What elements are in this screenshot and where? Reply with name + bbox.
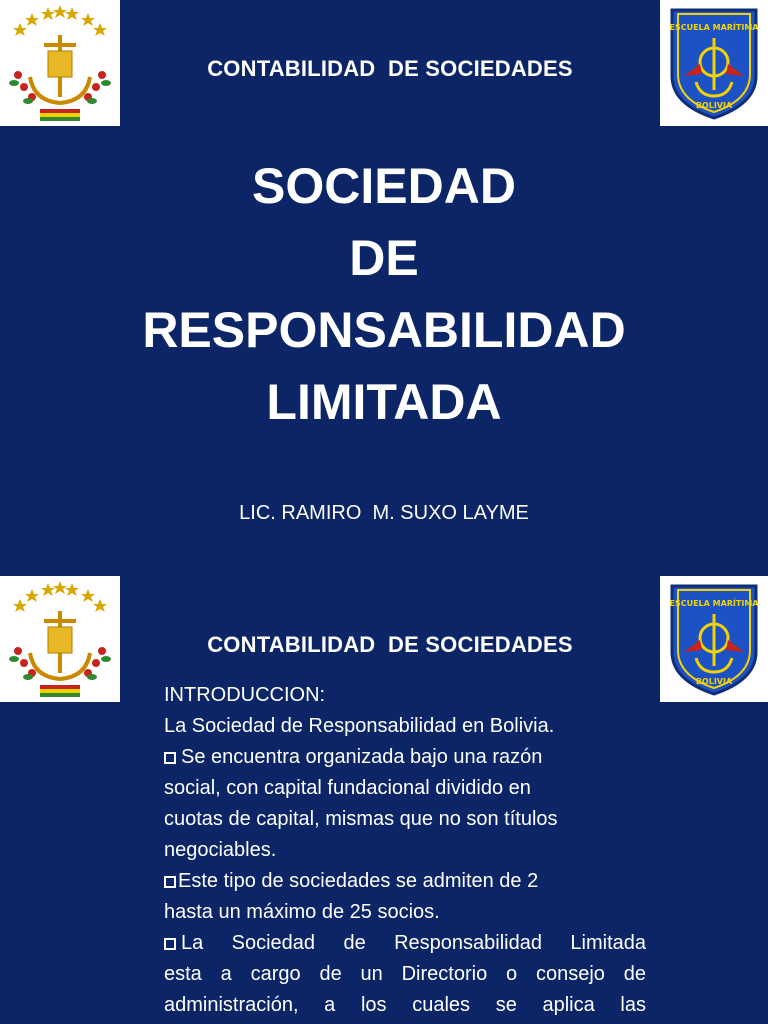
title-line: LIMITADA (266, 374, 502, 430)
body-text (164, 680, 646, 1021)
naval-emblem-logo (0, 576, 120, 702)
bullet-line: Este tipo de sociedades se admiten de 2 (164, 866, 646, 897)
badge-bottom-text: BOLIVIA (695, 101, 733, 110)
bullet-line: esta a cargo de un Directorio o consejo de (164, 963, 646, 985)
title-line: RESPONSABILIDAD (142, 302, 626, 358)
header-title: CONTABILIDAD DE SOCIEDADES (207, 56, 573, 81)
badge-top-text: ESCUELA MARÍTIMA (669, 23, 759, 32)
checkbox-bullet-icon (164, 876, 176, 888)
bullet-line: hasta un máximo de 25 socios. (164, 901, 440, 923)
author-name: LIC. RAMIRO M. SUXO LAYME (239, 502, 529, 524)
school-shield-icon (666, 4, 762, 122)
badge-bottom-text: BOLIVIA (695, 677, 733, 686)
slide-introduction (0, 576, 768, 1024)
badge-top-text: ESCUELA MARÍTIMA (669, 599, 759, 608)
bullet-line: cuotas de capital, mismas que no son títulos (164, 808, 558, 830)
title-line: SOCIEDAD (252, 158, 516, 214)
school-badge-logo (660, 0, 768, 126)
bullet-line: negociables. (164, 839, 277, 861)
title-line: DE (349, 230, 419, 286)
anchor-emblem-icon (4, 5, 116, 121)
bullet-line: Se encuentra organizada bajo una razón (164, 742, 646, 773)
checkbox-bullet-icon (164, 752, 176, 764)
intro-line: La Sociedad de Responsabilidad en Bolivia. (164, 715, 555, 737)
header-title: CONTABILIDAD DE SOCIEDADES (207, 632, 573, 657)
naval-emblem-logo (0, 0, 120, 126)
intro-label: INTRODUCCION: (164, 684, 326, 706)
checkbox-bullet-icon (164, 938, 176, 950)
bullet-line: administración, a los cuales se aplica las (164, 994, 646, 1016)
anchor-emblem-icon (4, 581, 116, 697)
school-shield-icon (666, 580, 762, 698)
bullet-line: La Sociedad de Responsabilidad Limitada (164, 928, 646, 959)
bullet-line: social, con capital fundacional dividido en (164, 777, 531, 799)
school-badge-logo (660, 576, 768, 702)
main-title (0, 150, 768, 438)
